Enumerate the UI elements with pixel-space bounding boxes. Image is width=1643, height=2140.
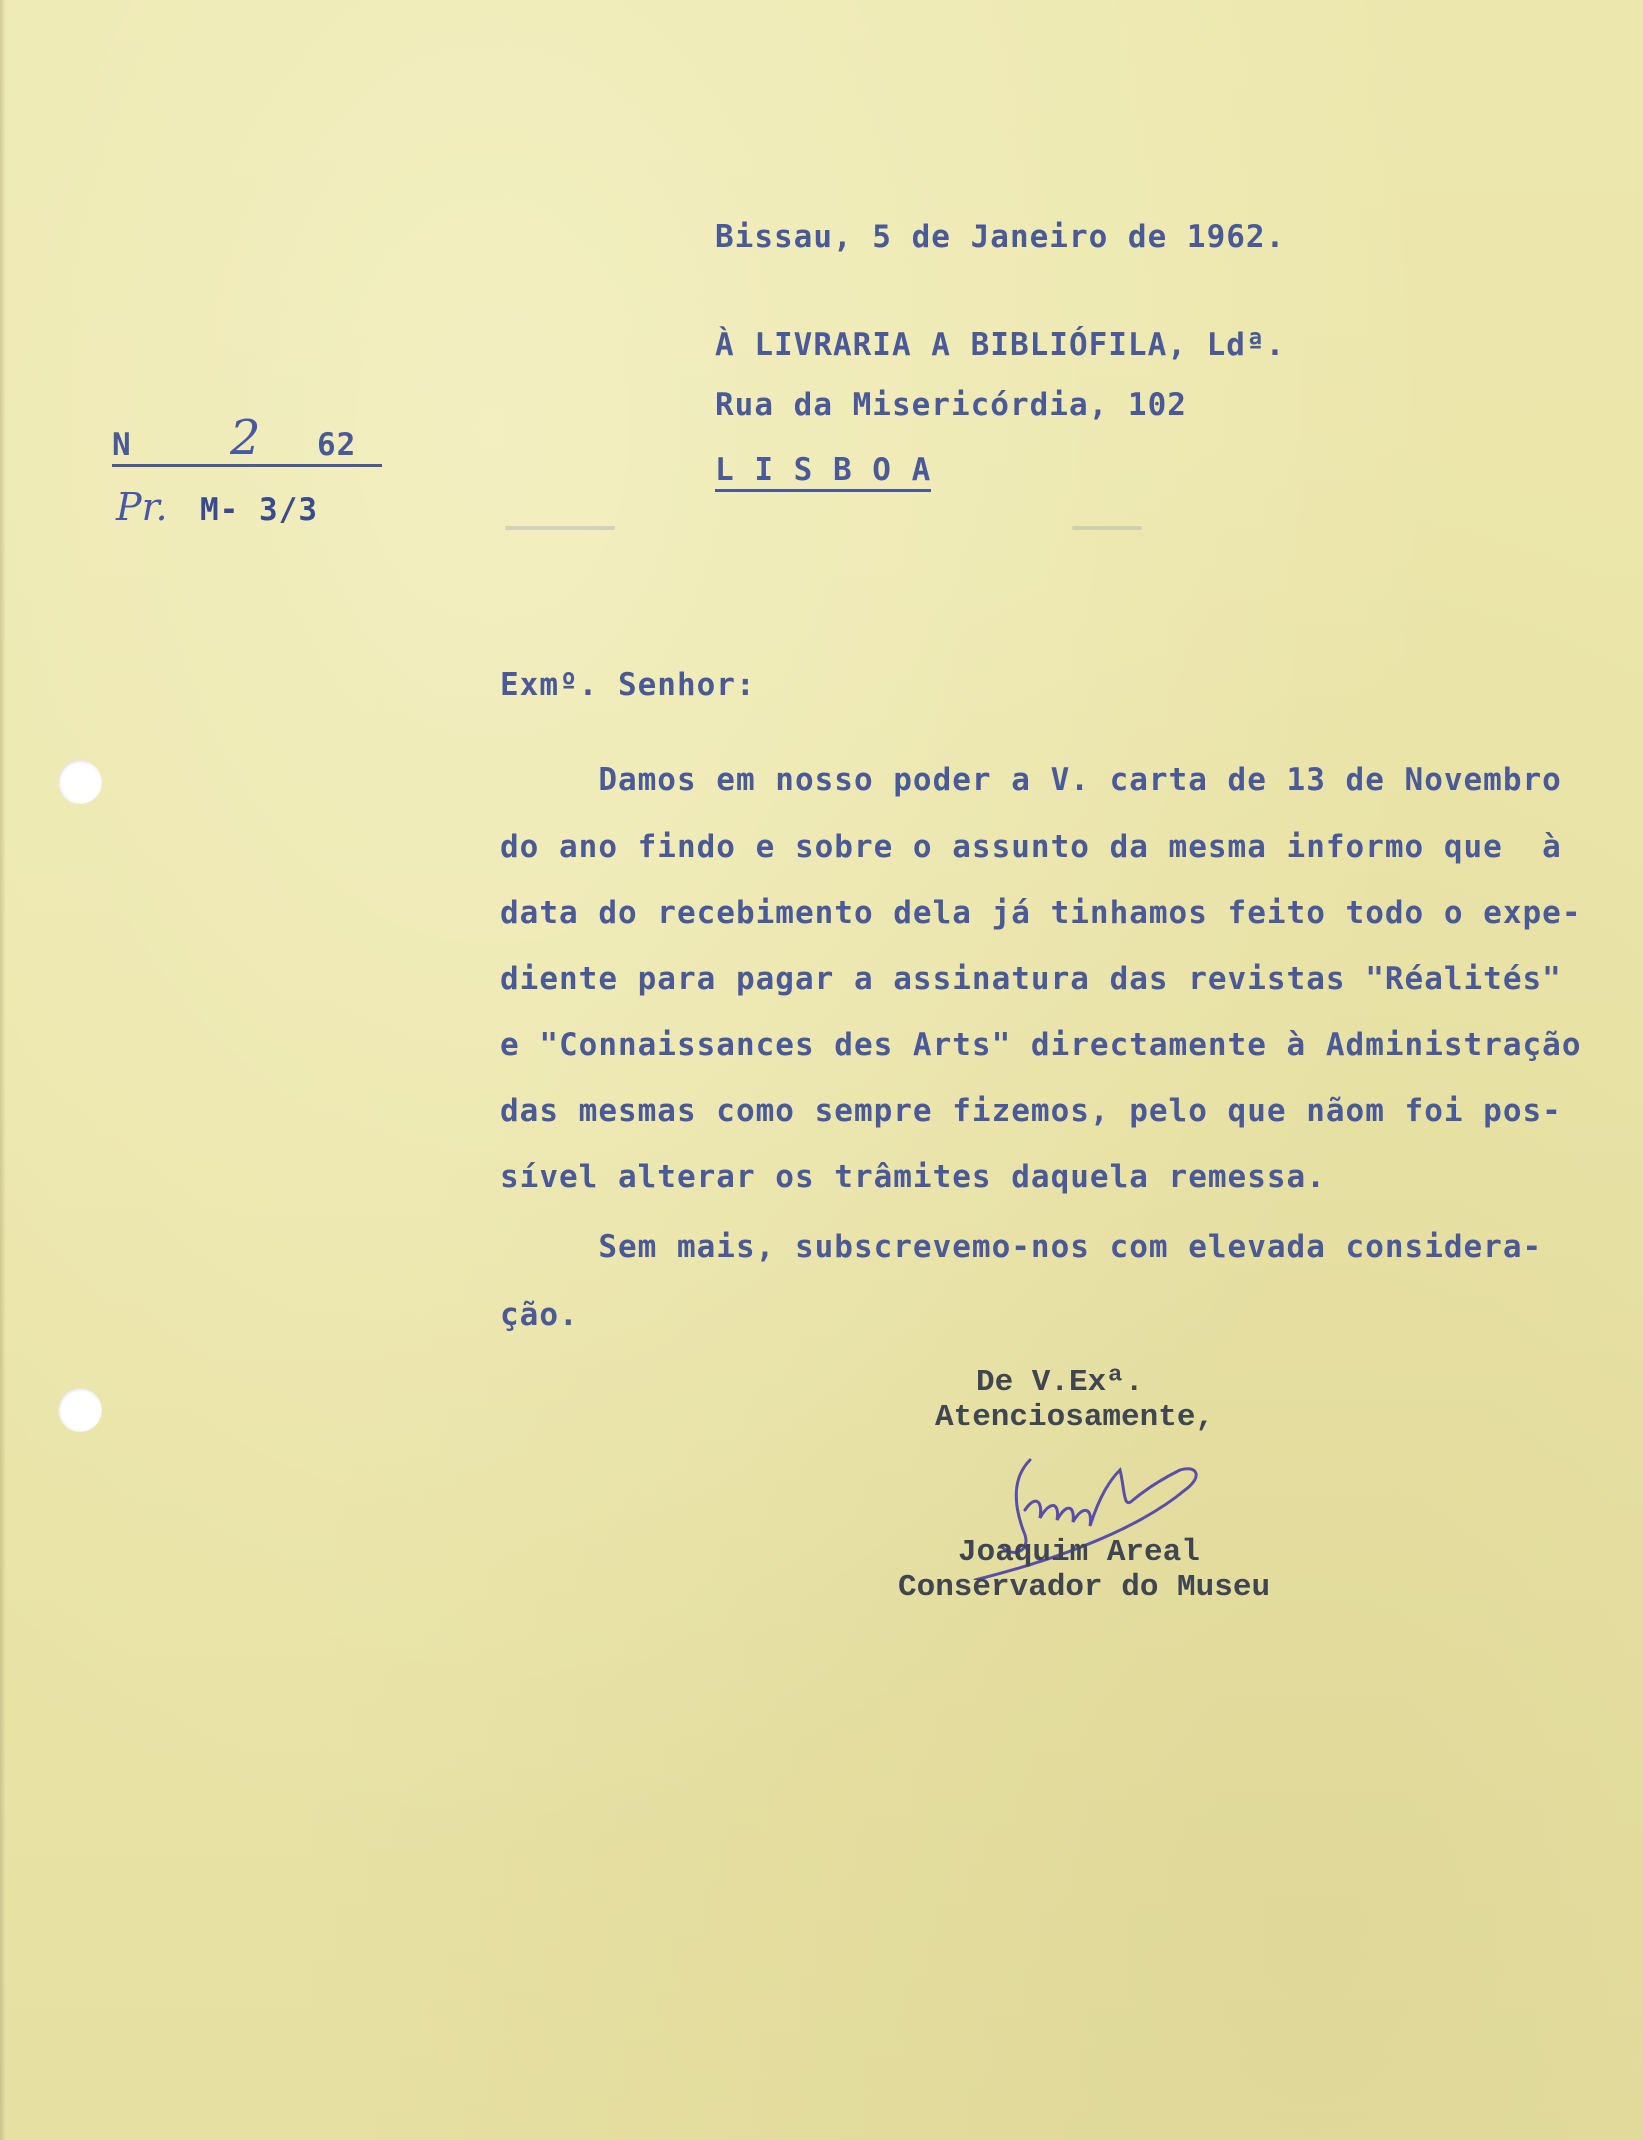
body-line: diente para pagar a assinatura das revistas "Réalités" [500, 961, 1562, 997]
date-line: Bissau, 5 de Janeiro de 1962. [715, 219, 1286, 255]
closing-line-2: Atenciosamente, [935, 1400, 1215, 1435]
body-line: sível alterar os trâmites daquela remessa. [500, 1159, 1326, 1195]
ink-smudge [505, 526, 615, 530]
body-line: Sem mais, subscrevemo-nos com elevada considera- [500, 1229, 1543, 1265]
file-ref: M- 3/3 [200, 492, 318, 528]
recipient-street: Rua da Misericórdia, 102 [715, 387, 1187, 423]
punch-hole-top [58, 760, 102, 804]
body-line: data do recebimento dela já tinhamos feito todo o expe- [500, 895, 1582, 931]
ink-smudge [1072, 526, 1142, 530]
recipient-name: À LIVRARIA A BIBLIÓFILA, Ldª. [715, 327, 1286, 363]
reference-number [112, 410, 382, 467]
signer-title: Conservador do Museu [898, 1570, 1271, 1605]
body-line: Damos em nosso poder a V. carta de 13 de Novembro [500, 762, 1562, 798]
recipient-city: L I S B O A [715, 455, 931, 492]
reference-year: 62 [317, 427, 357, 463]
body-line: das mesmas como sempre fizemos, pelo que nãom foi pos- [500, 1093, 1562, 1129]
signer-name: Joaquim Areal [958, 1535, 1200, 1570]
salutation: Exmº. Senhor: [500, 667, 756, 703]
body-line: e "Connaissances des Arts" directamente à Administração [500, 1027, 1582, 1063]
body-line: do ano findo e sobre o assunto da mesma informo que à [500, 829, 1562, 865]
closing-line-1: De V.Exª. [976, 1365, 1144, 1400]
reference-prefix: N [112, 427, 132, 463]
left-edge-shadow [0, 0, 6, 2140]
punch-hole-bottom [58, 1388, 102, 1432]
body-line: ção. [500, 1297, 579, 1333]
file-ref-handwritten: Pr. [116, 485, 168, 529]
reference-number-handwritten: 2 [230, 410, 261, 466]
